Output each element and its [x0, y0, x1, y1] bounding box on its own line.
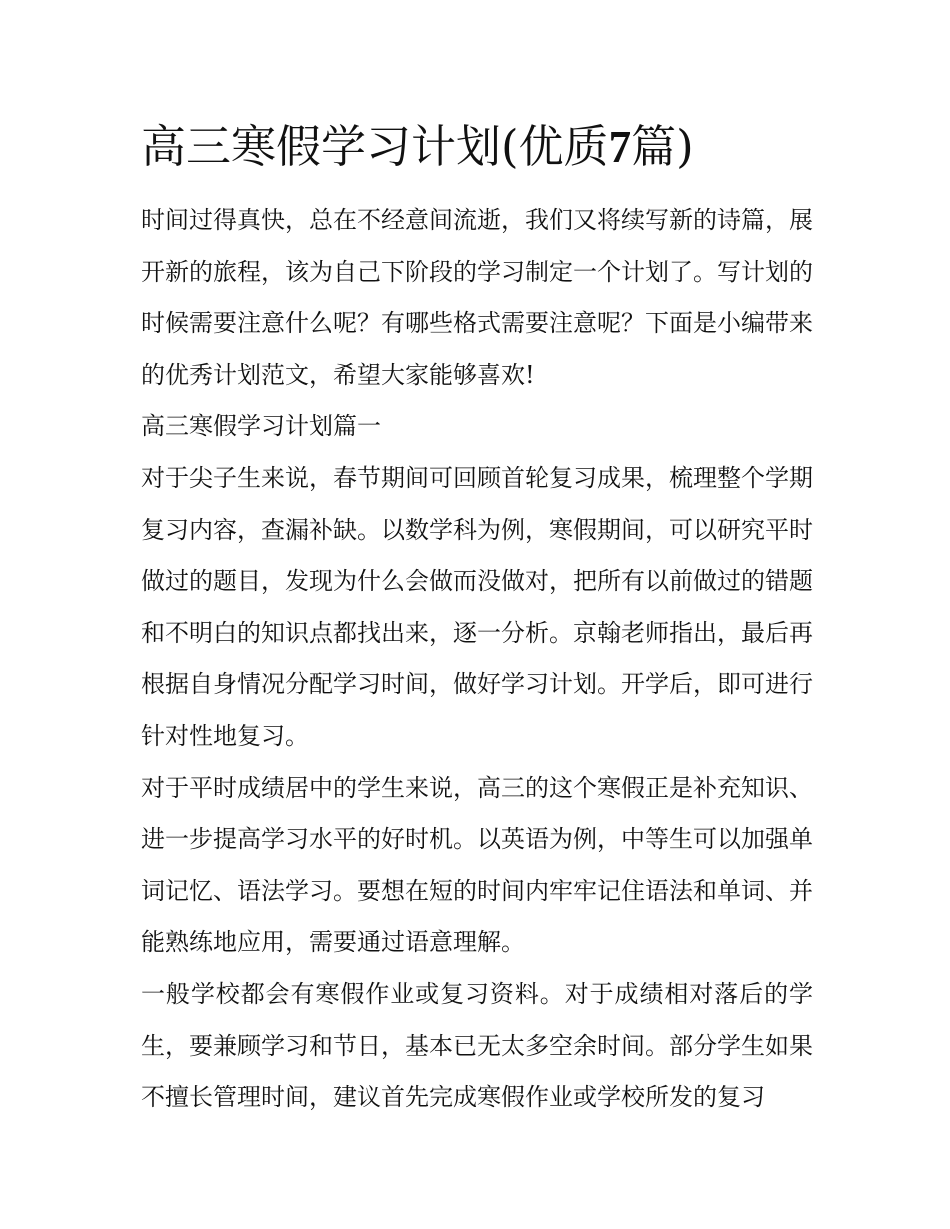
section-heading: 高三寒假学习计划篇一	[141, 412, 381, 441]
body-paragraph: 对于尖子生来说，春节期间可回顾首轮复习成果，梳理整个学期复习内容，查漏补缺。以数学科为例，寒假期间，可以研究平时做过的题目，发现为什么会做而没做对，把所有以前做过的错题和不明白的知识点都找出来，逐一分析。京翰老师指出，最后再根据自身情况分配学习时间，做好学习计划。开学后，即可进行针对性地复习。	[141, 463, 813, 750]
title-prefix: 高三寒假学习计划(优质	[141, 120, 609, 173]
document-body	[141, 195, 813, 1124]
body-paragraph: 对于平时成绩居中的学生来说，高三的这个寒假正是补充知识、进一步提高学习水平的好时机。以英语为例，中等生可以加强单词记忆、语法学习。要想在短的时间内牢牢记住语法和单词、并能熟练地应用，需要通过语意理解。	[141, 773, 813, 957]
title-suffix: 篇)	[631, 120, 694, 173]
body-paragraph: 一般学校都会有寒假作业或复习资料。对于成绩相对落后的学生，要兼顾学习和节日，基本已无太多空余时间。部分学生如果不擅长管理时间，建议首先完成寒假作业或学校所发的复习	[141, 979, 813, 1112]
intro-paragraph: 时间过得真快，总在不经意间流逝，我们又将续写新的诗篇，展开新的旅程，该为自己下阶段的学习制定一个计划了。写计划的时候需要注意什么呢？有哪些格式需要注意呢？下面是小编带来的优秀计划范文，希望大家能够喜欢!	[141, 206, 813, 389]
title-number: 7	[608, 122, 632, 172]
document-title	[141, 112, 821, 182]
